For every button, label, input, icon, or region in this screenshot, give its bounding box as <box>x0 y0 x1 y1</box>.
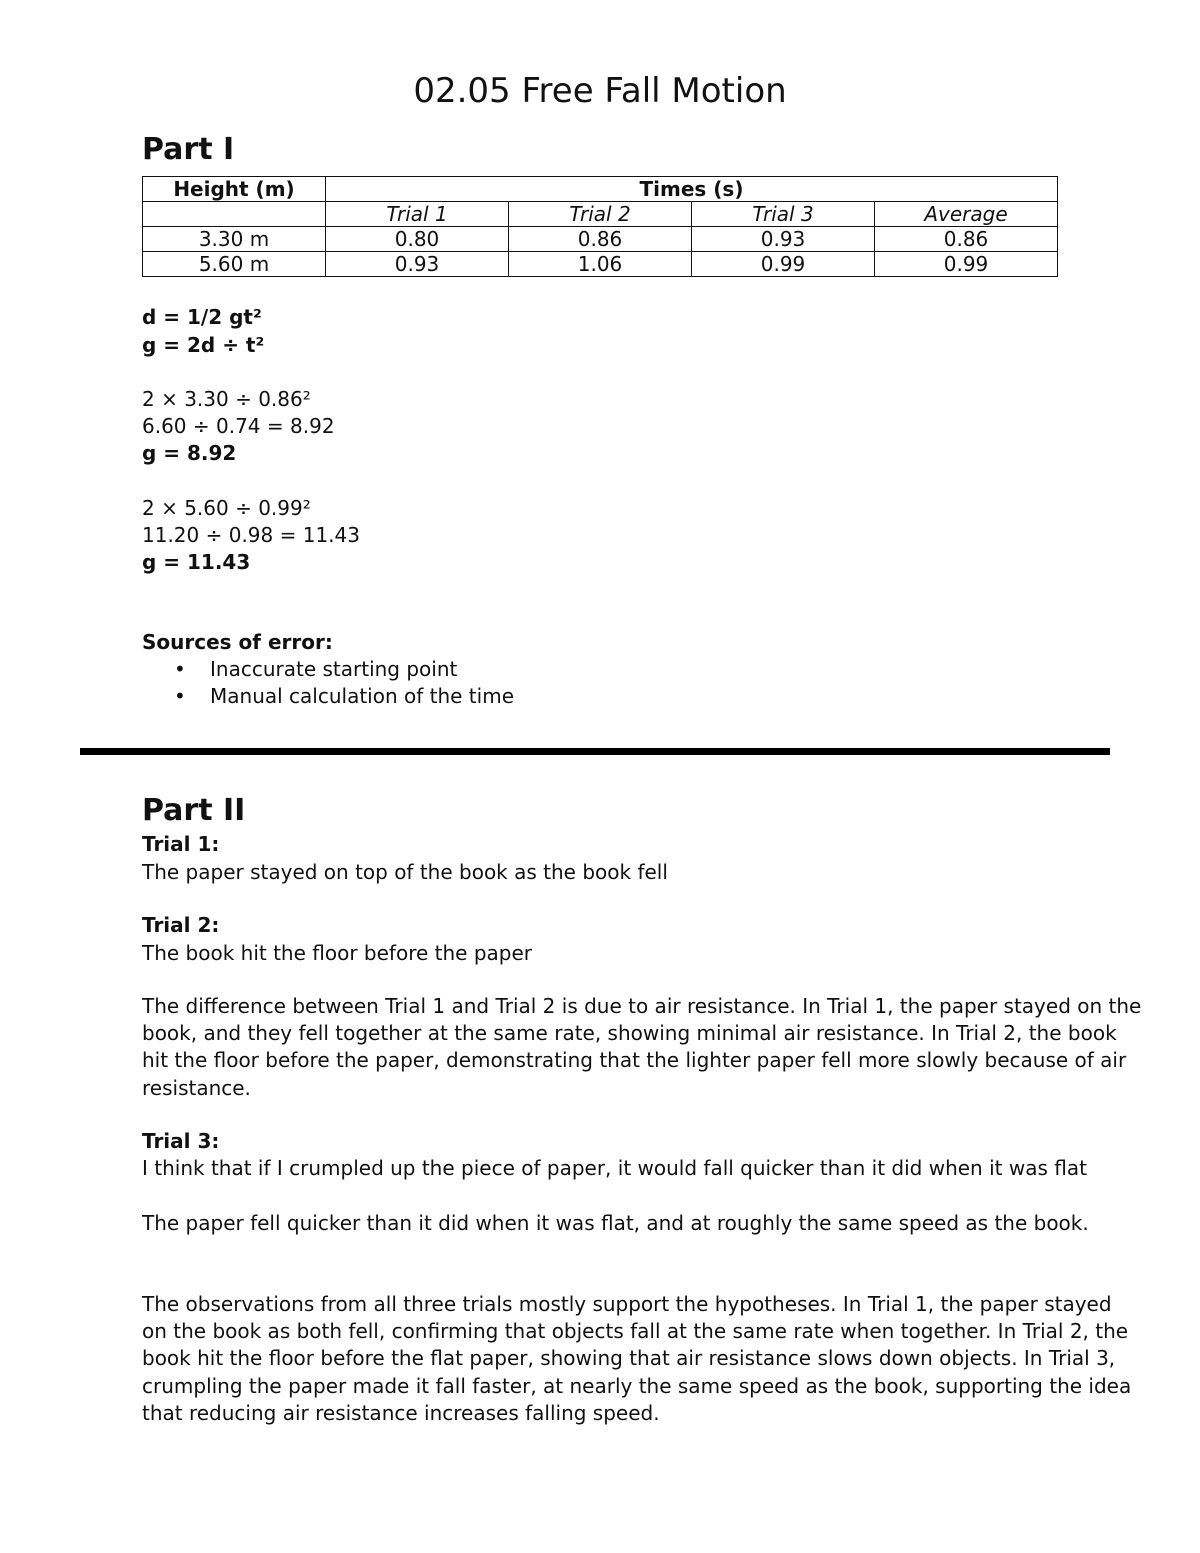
bullet-icon: • <box>174 657 186 681</box>
calc-1-step-2: 6.60 ÷ 0.74 = 8.92 <box>142 414 335 438</box>
part-2-heading: Part II <box>142 793 246 828</box>
list-item <box>142 683 514 710</box>
list-item <box>142 656 514 683</box>
table-header-row <box>143 177 1058 202</box>
formula-gravity: g = 2d ÷ t² <box>142 333 265 357</box>
calc-2-result: g = 11.43 <box>142 550 251 574</box>
trial-3-label: Trial 3: <box>142 1129 220 1153</box>
subheader-trial-1: Trial 1 <box>326 202 509 227</box>
trial-3-hypothesis: I think that if I crumpled up the piece of paper, it would fall quicker than it did when it was flat <box>142 1156 1087 1180</box>
part-1-heading: Part I <box>142 132 235 167</box>
time-cell: 0.93 <box>326 252 509 277</box>
difference-paragraph: The difference between Trial 1 and Trial 2 is due to air resistance. In Trial 1, the paper stayed on the book, and they fell together at the same rate, showing minimal air resistance. In Trial 2, the book hit the floor before the paper, demonstrating that the lighter paper fell more slowly because of air resistance. <box>142 994 1142 1100</box>
height-cell: 3.30 m <box>143 227 326 252</box>
trial-2-text: The book hit the floor before the paper <box>142 941 532 965</box>
time-cell: 0.86 <box>509 227 692 252</box>
error-text: Manual calculation of the time <box>210 684 514 708</box>
time-cell: 1.06 <box>509 252 692 277</box>
trial-1-text: The paper stayed on top of the book as the book fell <box>142 860 668 884</box>
errors-heading: Sources of error: <box>142 630 333 654</box>
height-cell: 5.60 m <box>143 252 326 277</box>
times-column-header: Times (s) <box>326 177 1058 202</box>
subheader-average: Average <box>875 202 1058 227</box>
times-table <box>142 176 1058 277</box>
time-cell: 0.93 <box>692 227 875 252</box>
average-cell: 0.86 <box>875 227 1058 252</box>
errors-list <box>142 656 514 710</box>
average-cell: 0.99 <box>875 252 1058 277</box>
trial-2-label: Trial 2: <box>142 913 220 937</box>
page-title: 02.05 Free Fall Motion <box>413 71 787 111</box>
bullet-icon: • <box>174 684 186 708</box>
calc-1-step-1: 2 × 3.30 ÷ 0.86² <box>142 387 311 411</box>
empty-cell <box>143 202 326 227</box>
calc-2-step-2: 11.20 ÷ 0.98 = 11.43 <box>142 523 360 547</box>
subheader-trial-3: Trial 3 <box>692 202 875 227</box>
section-divider <box>80 748 1110 755</box>
error-text: Inaccurate starting point <box>210 657 458 681</box>
calc-1-result: g = 8.92 <box>142 441 237 465</box>
trial-1-label: Trial 1: <box>142 832 220 856</box>
height-column-header: Height (m) <box>143 177 326 202</box>
calc-2-step-1: 2 × 5.60 ÷ 0.99² <box>142 496 311 520</box>
table-row <box>143 252 1058 277</box>
formula-distance: d = 1/2 gt² <box>142 305 262 329</box>
time-cell: 0.80 <box>326 227 509 252</box>
table-row <box>143 227 1058 252</box>
subheader-trial-2: Trial 2 <box>509 202 692 227</box>
time-cell: 0.99 <box>692 252 875 277</box>
trial-3-result: The paper fell quicker than it did when it was flat, and at roughly the same speed as the book. <box>142 1211 1089 1235</box>
conclusion-paragraph: The observations from all three trials mostly support the hypotheses. In Trial 1, the paper stayed on the book as both fell, confirming that objects fall at the same rate when together. In Trial 2, the book hit the floor before the flat paper, showing that air resistance slows down objects. In Trial 3, crumpling the paper made it fall faster, at nearly the same speed as the book, supporting the idea that reducing air resistance increases falling speed. <box>142 1292 1132 1425</box>
table-subheader-row <box>143 202 1058 227</box>
